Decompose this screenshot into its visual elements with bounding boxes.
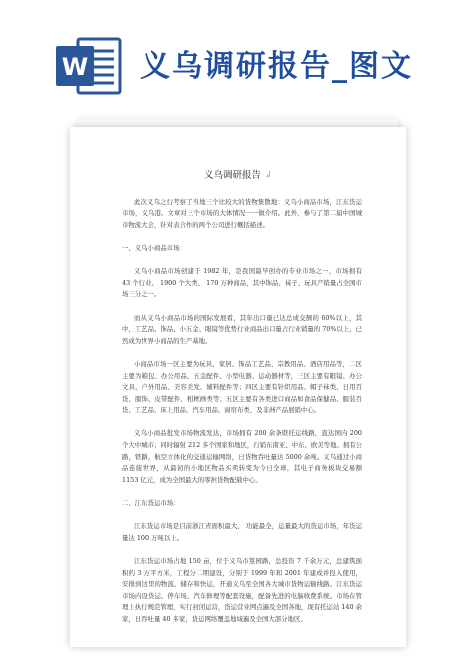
- document-title: 义乌调研报告 ↲: [204, 170, 272, 181]
- paragraph-freight-detail: 江东货运市场占地 150 亩，位于义乌市篁园路，总投资 7 千余万元，总建筑面积约 3 万平方米，工程分二期建设，分别于 1999 年和 2001 年建成并投入使用，安排到这里的物流、储存和快运，开通义乌至全国各大城市货物运输线路。江东货运市场内设货运、停车场、汽车修理等配套设施，配备先进的电脑收费系统。市场在管理上执行规范管理，实行封闭运营，货运营业网点遍及全国各地，现有托运站 140 余家，日吞吐量 40 多家，货运网络覆盖地域遍及全国大部分地区。: [122, 557, 362, 623]
- paragraph-intro: 此次义乌之行考察了当地三个比较大的货物集散地：义乌小商品市场，江东货运市场，义乌港。文章对三个市场的大体情况一一做介绍。此外，参与了第二届中国城市物流大会，针对表合作的两个公司进行概括描述。: [122, 197, 362, 229]
- paragraph-market-history: 义乌小商品市场创建于 1982 年，是我国最早创办的专业市场之一，市场拥有 43 个行业、 1900 个大类、 170 万种商品，其中饰品、袜子、玩具产销量占全国市场三分之一。: [122, 267, 362, 299]
- paragraph-market-export: 而从义乌小商品市场的国际发展看，其年出口量已达总成交额的 60%以上，其中，工艺品、饰品、小五金、眼镜等优势行业商品出口量占行业销量的 70%以上，已然成为世界小商品的生产基地。: [122, 313, 362, 345]
- document-page: [70, 127, 406, 647]
- heading-market-2: 二、江东货运市场：: [122, 499, 180, 508]
- paragraph-market-districts: 小商品市场一区主要为玩具、家居、饰品工艺品、宗教用品、酒店用品等，二区主要为箱包、办公用品、五金配件、小型电器、运动器材等，三区主要有眼镜、办公文具、户外用品、美容美发、辅料配件等；四区主要有针织用品、帽子袜类、日用百货、服饰、皮带配件、相框画类等；五区主要有各类进口商品如食品保健品、服装百货、工艺品、床上用品、汽车用品、窗帘布类、及非洲产品展销中心。: [122, 359, 362, 415]
- banner: [0, 0, 474, 118]
- paragraph-freight-summary: 江东货运市场是目前浙江省面积最大、 功能最全，运量最大的货运市场，年货运量达 100 万吨以上。: [122, 522, 362, 542]
- heading-market-1: 一、义乌小商品市场：: [122, 243, 186, 252]
- document-body: [122, 185, 362, 626]
- paragraph-market-logistics: 义乌小商品批发市场物流发达，市场拥有 200 余条联托运线路，直达国内 200 个大中城市；同时辐射 212 多个国家和地区，行销东南亚、中东、欧美等地。拥有公路，铁路，航空立体化的交通运输网络，日货物吞吐量达 5000 余吨。义乌通过小商品连接世界，从最初的小地区物品买卖转变为今日全球，其电子商务板块交易额 1153 亿元，成为全国最大的零担货物配载中心。: [122, 429, 362, 484]
- banner-title: 义乌调研报告_图文: [140, 49, 413, 84]
- svg-text:W: W: [61, 53, 89, 81]
- word-document-icon: [56, 37, 122, 95]
